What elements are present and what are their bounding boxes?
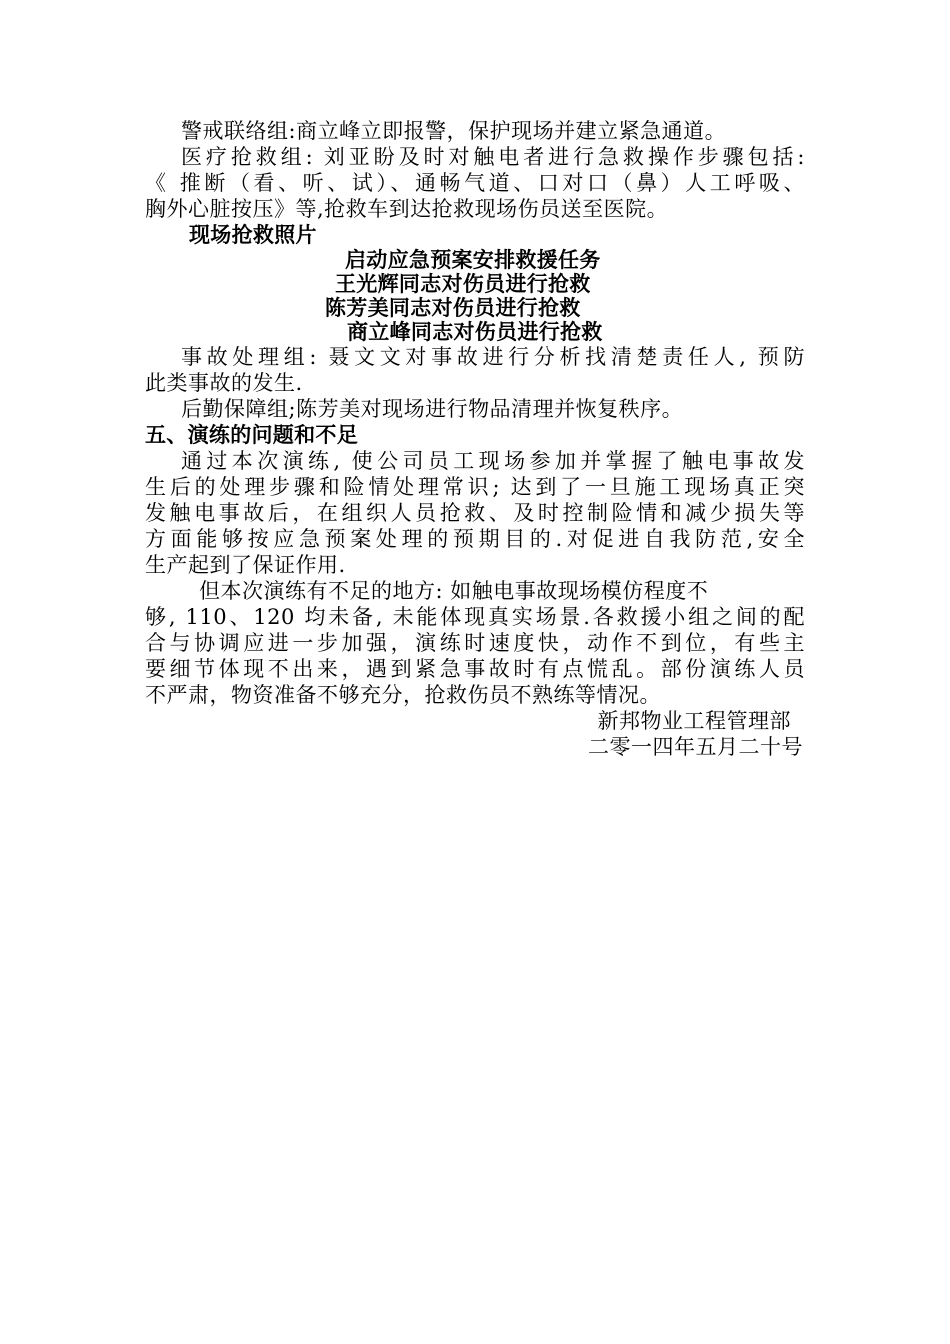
photo-caption-1: 启动应急预案安排救援任务 (345, 248, 601, 272)
accident-handling-line-1: 事故处理组: 聂文文对事故进行分析找清楚责任人, 预防 (181, 345, 805, 369)
photo-caption-3: 陈芳美同志对伤员进行抢救 (325, 296, 581, 320)
shortcomings-line-5: 不严肃，物资准备不够充分，抢救伤员不熟练等情况。 (145, 683, 661, 707)
medical-rescue-line-1: 医疗抢救组: 刘亚盼及时对触电者进行急救操作步骤包括: (181, 145, 805, 169)
shortcomings-line-2: 够, 110、120 均未备, 未能体现真实场景.各救援小组之间的配 (145, 605, 805, 629)
document-page (145, 118, 805, 760)
accident-handling-line-2: 此类事故的发生. (145, 371, 303, 395)
photo-caption-2: 王光辉同志对伤员进行抢救 (335, 272, 591, 296)
photo-caption-4: 商立峰同志对伤员进行抢救 (347, 320, 603, 344)
shortcomings-line-4: 要细节体现不出来，遇到紧急事故时有点慌乱。部份演练人员 (145, 657, 805, 681)
shortcomings-line-3: 合与协调应进一步加强，演练时速度快，动作不到位，有些主 (145, 631, 805, 655)
photo-heading: 现场抢救照片 (189, 223, 317, 247)
drill-summary-line-5: 生产起到了保证作用. (145, 553, 346, 577)
section-5-heading: 五、演练的问题和不足 (145, 423, 358, 447)
signature-organization: 新邦物业工程管理部 (597, 709, 791, 733)
warning-liaison-line: 警戒联络组:商立峰立即报警，保护现场并建立紧急通道。 (181, 119, 727, 143)
shortcomings-line-1: 但本次演练有不足的地方: 如触电事故现场模仿程度不 (199, 579, 709, 603)
logistics-line: 后勤保障组;陈芳美对现场进行物品清理并恢复秩序。 (181, 397, 684, 421)
drill-summary-line-1: 通过本次演练, 使公司员工现场参加并掌握了触电事故发 (181, 449, 805, 473)
signature-date: 二零一四年五月二十号 (588, 735, 803, 759)
drill-summary-line-2: 生后的处理步骤和险情处理常识; 达到了一旦施工现场真正突 (145, 475, 805, 499)
medical-rescue-line-3: 胸外心脏按压》等,抢救车到达抢救现场伤员送至医院。 (145, 197, 669, 221)
drill-summary-line-4: 方面能够按应急预案处理的预期目的.对促进自我防范,安全 (145, 527, 805, 551)
drill-summary-line-3: 发触电事故后，在组织人员抢救、及时控制险情和减少损失等 (145, 501, 805, 525)
medical-rescue-line-2: 《 推断（看、听、试）、通畅气道、口对口（鼻）人工呼吸、 (145, 171, 805, 195)
